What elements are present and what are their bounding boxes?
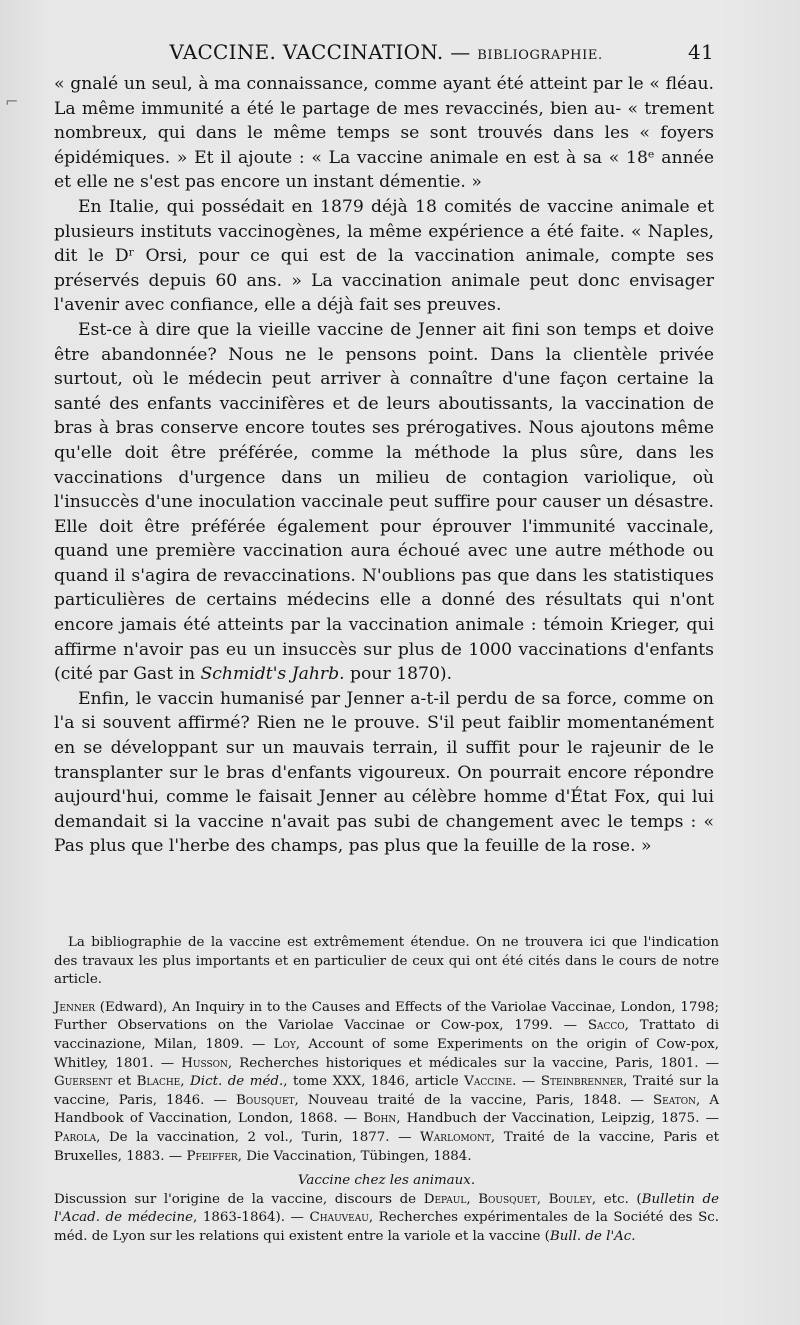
- citation-text: , tome XXX, 1846, article: [283, 1074, 465, 1090]
- citation-text: , Account of some Experiments on the origin of Cow-pox, Whitley, 1801. —: [54, 1036, 719, 1071]
- citation-text: , Nouveau traité de la vaccine, Paris, 1848. —: [294, 1092, 653, 1108]
- citation-text: , 1863-1864). —: [193, 1210, 310, 1226]
- author: Guersent: [54, 1074, 113, 1090]
- citation-text: (Edward), An Inquiry in to the Causes and Effects of the Variolae Vaccinae, London, 1798; Further Observations on the Variolae Vaccinae or Cow-pox, 1799. —: [54, 999, 719, 1034]
- running-header: [58, 40, 714, 74]
- citation-text: ,: [466, 1191, 479, 1207]
- citation-text: , Recherches historiques et médicales sur la vaccine, Paris, 1801. —: [227, 1055, 720, 1071]
- citation-text: , Die Vaccination, Tübingen, 1884.: [237, 1148, 472, 1164]
- author: Husson: [181, 1055, 228, 1071]
- citation-text: , Recherches expérimentales de la Société des Sc. méd. de Lyon sur les relations qui existent entre la variole et la vaccine (: [54, 1210, 720, 1244]
- citation-text: . —: [512, 1074, 541, 1090]
- author: Bousquet: [236, 1092, 295, 1108]
- citation-text: Discussion sur l'origine de la vaccine, discours de: [54, 1191, 424, 1207]
- author: Bouley: [548, 1191, 592, 1207]
- journal-citation: Schmidt's Jahrb.: [200, 664, 345, 685]
- citation-title: Bull. de l'Ac.: [549, 1228, 636, 1244]
- bibliography: [54, 934, 719, 1253]
- author: Loy: [273, 1036, 296, 1052]
- section-heading: Vaccine chez les animaux.: [297, 1173, 476, 1189]
- citation-title: Dict. de méd.: [190, 1074, 284, 1090]
- citation-text: , A Handbook of Vaccination, London, 1868. —: [54, 1092, 720, 1127]
- main-text: [54, 72, 714, 859]
- header-subtitle: BIBLIOGRAPHIE.: [477, 48, 603, 63]
- author: Depaul: [423, 1191, 467, 1207]
- author: Bohn: [363, 1111, 397, 1127]
- citation-text: , etc. (: [591, 1191, 642, 1207]
- author: Blache: [136, 1074, 181, 1090]
- citation-text: , Handbuch der Vaccination, Leipzig, 1875. —: [396, 1111, 719, 1127]
- author: Warlomont: [420, 1129, 491, 1145]
- author: Steinbrenner: [540, 1074, 624, 1090]
- citation-text: , Traité de la vaccine, Paris et Bruxelles, 1883. —: [54, 1129, 719, 1164]
- author: Sacco: [587, 1018, 625, 1034]
- citation-text: et: [112, 1074, 137, 1090]
- citation-text: ,: [180, 1074, 191, 1090]
- bibliography-entry: [54, 1191, 719, 1247]
- bibliography-entry: [54, 999, 719, 1166]
- author: Chauveau: [309, 1210, 369, 1226]
- margin-pencil-mark: ⌐: [5, 92, 19, 111]
- paragraph-3: [54, 318, 714, 687]
- author: Parola: [54, 1129, 97, 1145]
- paragraph-2: En Italie, qui possédait en 1879 déjà 18 comités de vaccine animale et plusieurs instituts vaccinogènes, la même expérience a été faite. « Naples, dit le Dʳ Orsi, pour ce qui est de la vaccination animale, compte ses préservés depuis 60 ans. » La vaccination animale peut donc envisager l'avenir avec confiance, elle a déjà fait ses preuves.: [54, 196, 714, 316]
- citation-text: , Trattato di vaccinazione, Milan, 1809. —: [54, 1018, 719, 1052]
- paragraph-4: Enfin, le vaccin humanisé par Jenner a-t-il perdu de sa force, comme on l'a si souvent affirmé? Rien ne le prouve. S'il peut faiblir momentanément en se développant sur un mauvais terrain, il suffit pour le rajeunir de le transplanter sur le bras d'enfants vigoureux. On pourrait encore répondre aujourd'hui, comme le faisait Jenner au célèbre homme d'État Fox, qui lui demandait si la vaccine n'avait pas subi de changement avec le temps : « Pas plus que l'herbe des champs, pas plus que la feuille de la rose. »: [54, 688, 714, 857]
- paragraph-3-tail: pour 1870).: [344, 664, 453, 685]
- citation-title: Bulletin de l'Acad. de médecine: [54, 1191, 720, 1226]
- paragraph-3-text: Est-ce à dire que la vieille vaccine de Jenner ait fini son temps et doive être abandonnée? Nous ne le pensons point. Dans la clientèle privée surtout, où le médecin peut arriver à connaître d'une façon certaine la santé des enfants vaccinifères et de leurs aboutissants, la vaccination de bras à bras conserve encore toutes ses prérogatives. Nous ajoutons même qu'elle doit être préférée, comme la méthode la plus sûre, dans les vaccinations d'urgence dans un milieu de contagion variolique, où l'insuccès d'une inoculation vaccinale peut suffire pour causer un désastre. Elle doit être préférée également pour éprouver l'immunité vaccinale, quand une première vaccination aura échoué avec une autre méthode ou quand il s'agira de revaccinations. N'oublions pas que dans les statistiques particulières de certains médecins elle a donné des résultats qui n'ont encore jamais été atteints par la vaccination animale : témoin Krieger, qui affirme n'avoir pas eu un insuccès sur plus de 1000 vaccinations d'enfants (cité par Gast in: [54, 319, 714, 685]
- citation-text: ,: [536, 1191, 549, 1207]
- header-title: [169, 40, 602, 64]
- author: Pfeiffer: [186, 1148, 238, 1164]
- article-name: Vaccine: [464, 1074, 513, 1090]
- author: Bousquet: [478, 1191, 537, 1207]
- header-main-title: VACCINE. VACCINATION. —: [169, 40, 471, 64]
- author: Seaton: [652, 1092, 696, 1108]
- citation-text: , De la vaccination, 2 vol., Turin, 1877. —: [96, 1129, 421, 1145]
- bibliography-intro: La bibliographie de la vaccine est extrêmement étendue. On ne trouvera ici que l'indication des travaux les plus importants et en particulier de ceux qui ont été cités dans le cours de notre article.: [54, 935, 719, 988]
- paragraph-1: « gnalé un seul, à ma connaissance, comme ayant été atteint par le « fléau. La même immunité a été le partage de mes revaccinés, bien au- « trement nombreux, qui dans le même temps se sont trouvés dans les « foyers épidémiques. » Et il ajoute : « La vaccine animale en est à sa « 18ᵉ année et elle ne s'est pas encore un instant démentie. »: [54, 74, 714, 193]
- page-number: 41: [687, 40, 714, 64]
- author: Jenner: [54, 999, 96, 1015]
- citation-text: , Traité sur la vaccine, Paris, 1846. —: [54, 1074, 719, 1108]
